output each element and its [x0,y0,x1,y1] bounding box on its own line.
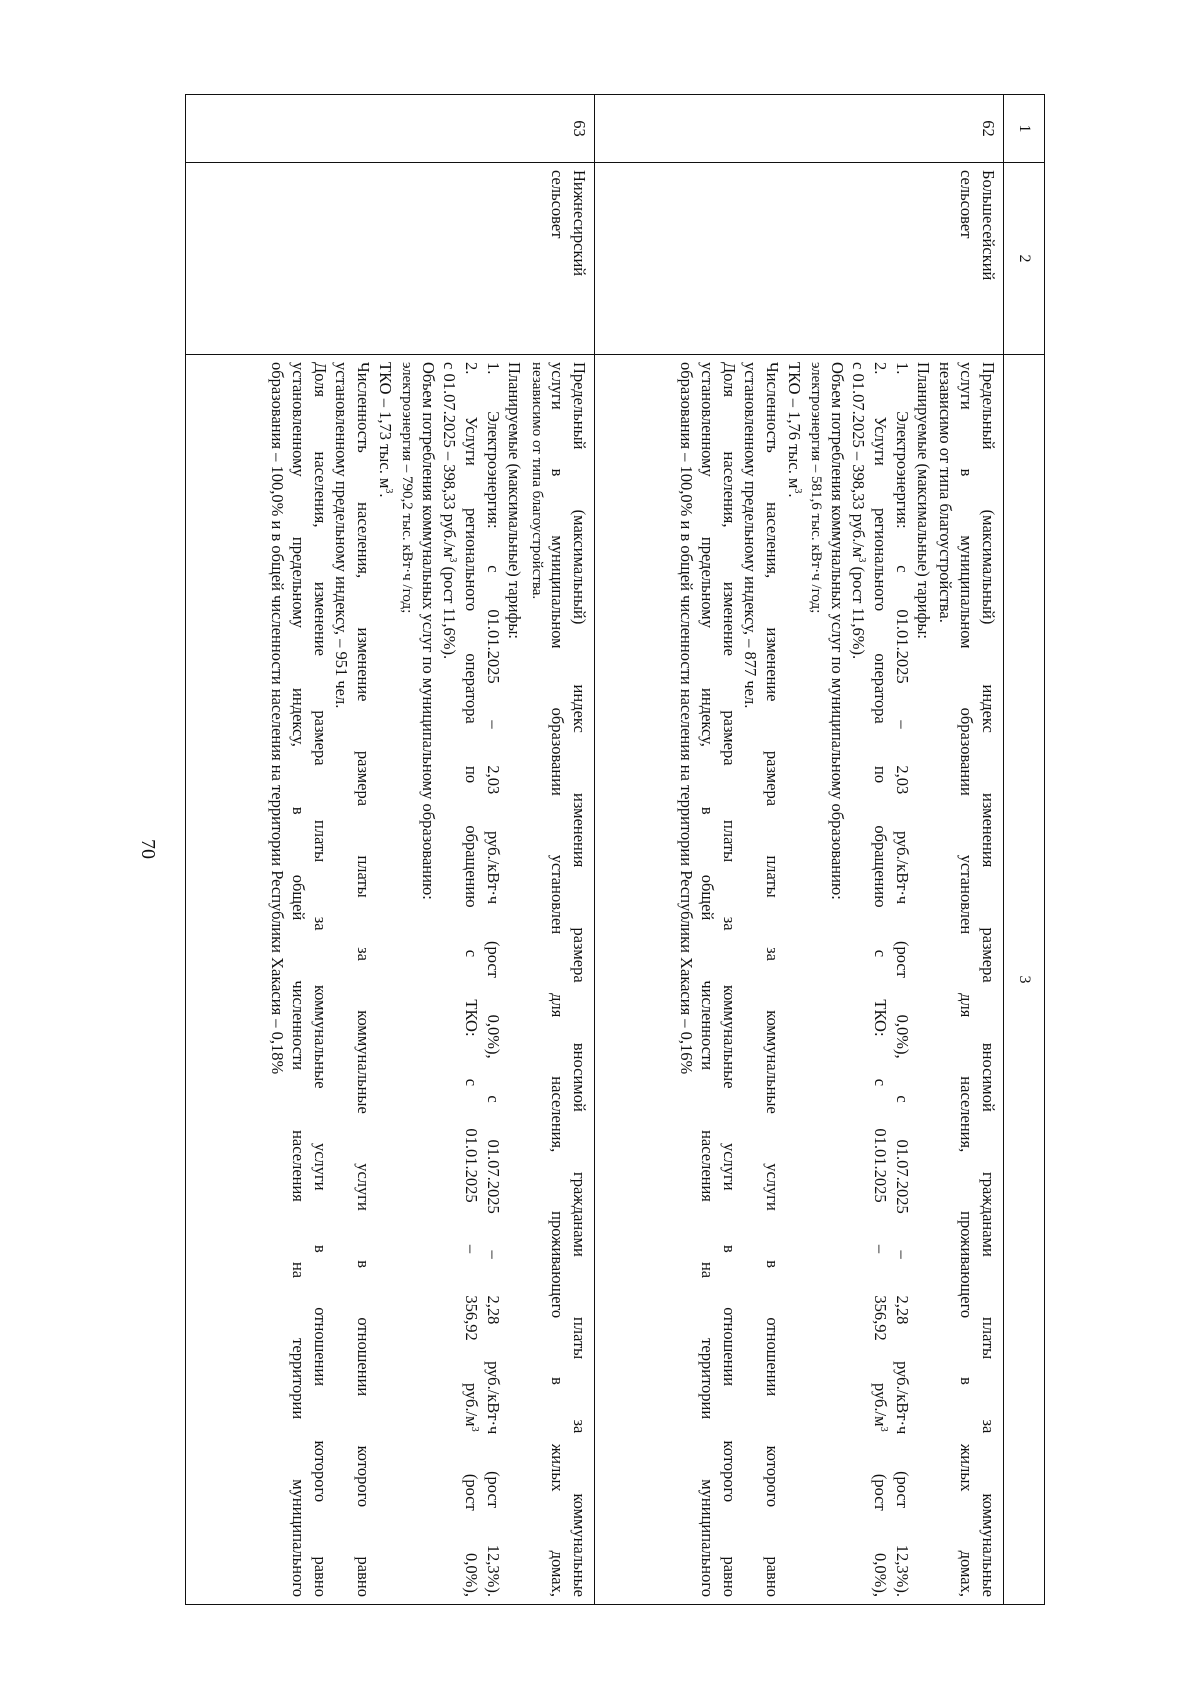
text-line: Планируемые (максимальные) тарифы: [914,362,934,639]
tariff-table [185,94,1045,1605]
text-line: с 01.07.2025 – 398,33 $руб./м^3$ (рост 11,6%). [849,362,869,660]
text-line: 2. Услуги регионального оператора по обращению с ТКО: с 01.01.2025 – 356,92 $руб./м^3$ (рост 0,0%), [462,362,482,1597]
table-header-row [1004,95,1045,1605]
text-line: ТКО – 1,73 тыс. $м^3$. [375,362,395,498]
text-line: установленному предельному индексу, в общей численности населения на территории муниципального [698,362,718,1597]
header-col-1: 1 [1004,95,1045,163]
rotated-page-content [185,94,1045,1604]
text-line: установленному предельному индексу, – 951 чел. [332,362,352,709]
page-number: 70 [137,839,159,859]
text-line: установленному предельному индексу, – 877 чел. [741,362,761,709]
text-line: независимо от типа благоустройства. [528,362,545,600]
text-line: установленному предельному индексу, в общей численности населения на территории муниципального [289,362,309,1597]
text-line: Планируемые (максимальные) тарифы: [505,362,525,639]
text-line: 1. Электроэнергия: с 01.01.2025 – 2,03 руб./кВт·ч (рост 0,0%), с 01.07.2025 – 2,28 руб./кВт·ч (рост 12,3%). [483,362,503,1597]
text-line: Численность населения, изменение размера платы за коммунальные услуги в отношении которого равно [354,362,374,1597]
text-line: образования – 100,0% и в общей численности населения на территории Республики Хакасия – 0,18% [267,362,287,1075]
table-row [595,95,1004,1605]
text-line: услуги в муниципальном образовании установлен для населения, проживающего в жилых домах, [548,362,568,1597]
text-line: Объем потребления коммунальных услуг по муниципальному образованию: [827,362,847,900]
text-line: Предельный (максимальный) индекс изменения размера вносимой гражданами платы за коммунальные [570,362,589,1597]
row-description [186,355,595,1605]
text-line: 2. Услуги регионального оператора по обращению с ТКО: с 01.01.2025 – 356,92 $руб./м^3$ (рост 0,0%), [871,362,891,1597]
header-col-2: 2 [1004,163,1045,355]
text-line: 1. Электроэнергия: с 01.01.2025 – 2,03 руб./кВт·ч (рост 0,0%), с 01.07.2025 – 2,28 руб./кВт·ч (рост 12,3%). [892,362,912,1597]
text-line: Доля населения, изменение размера платы за коммунальные услуги в отношении которого равно [310,362,330,1597]
text-line: образования – 100,0% и в общей численности населения на территории Республики Хакасия – 0,16% [676,362,696,1075]
header-col-3: 3 [1004,355,1045,1605]
row-description [595,355,1004,1605]
table-row [186,95,595,1605]
text-line: услуги в муниципальном образовании установлен для населения, проживающего в жилых домах, [957,362,977,1597]
text-line: Объем потребления коммунальных услуг по муниципальному образованию: [418,362,438,900]
text-line: независимо от типа благоустройства. [935,362,955,623]
row-number: 62 [595,95,1004,163]
municipality-name: Нижнесирский сельсовет [186,163,595,355]
text-line: с 01.07.2025 – 398,33 $руб./м^3$ (рост 11,6%). [440,362,460,660]
text-line: ТКО – 1,76 тыс. $м^3$. [784,362,804,498]
text-line: электроэнергия – 790,2 тыс. кВт·ч /год; [399,362,416,614]
text-line: Численность населения, изменение размера платы за коммунальные услуги в отношении которого равно [763,362,783,1597]
text-line: Предельный (максимальный) индекс изменения размера вносимой гражданами платы за коммунальные [979,362,998,1597]
municipality-name: Большесейский сельсовет [595,163,1004,355]
row-number: 63 [186,95,595,163]
text-line: Доля населения, изменение размера платы за коммунальные услуги в отношении которого равно [719,362,739,1597]
text-line: электроэнергия – 581,6 тыс. кВт·ч /год; [808,362,825,614]
